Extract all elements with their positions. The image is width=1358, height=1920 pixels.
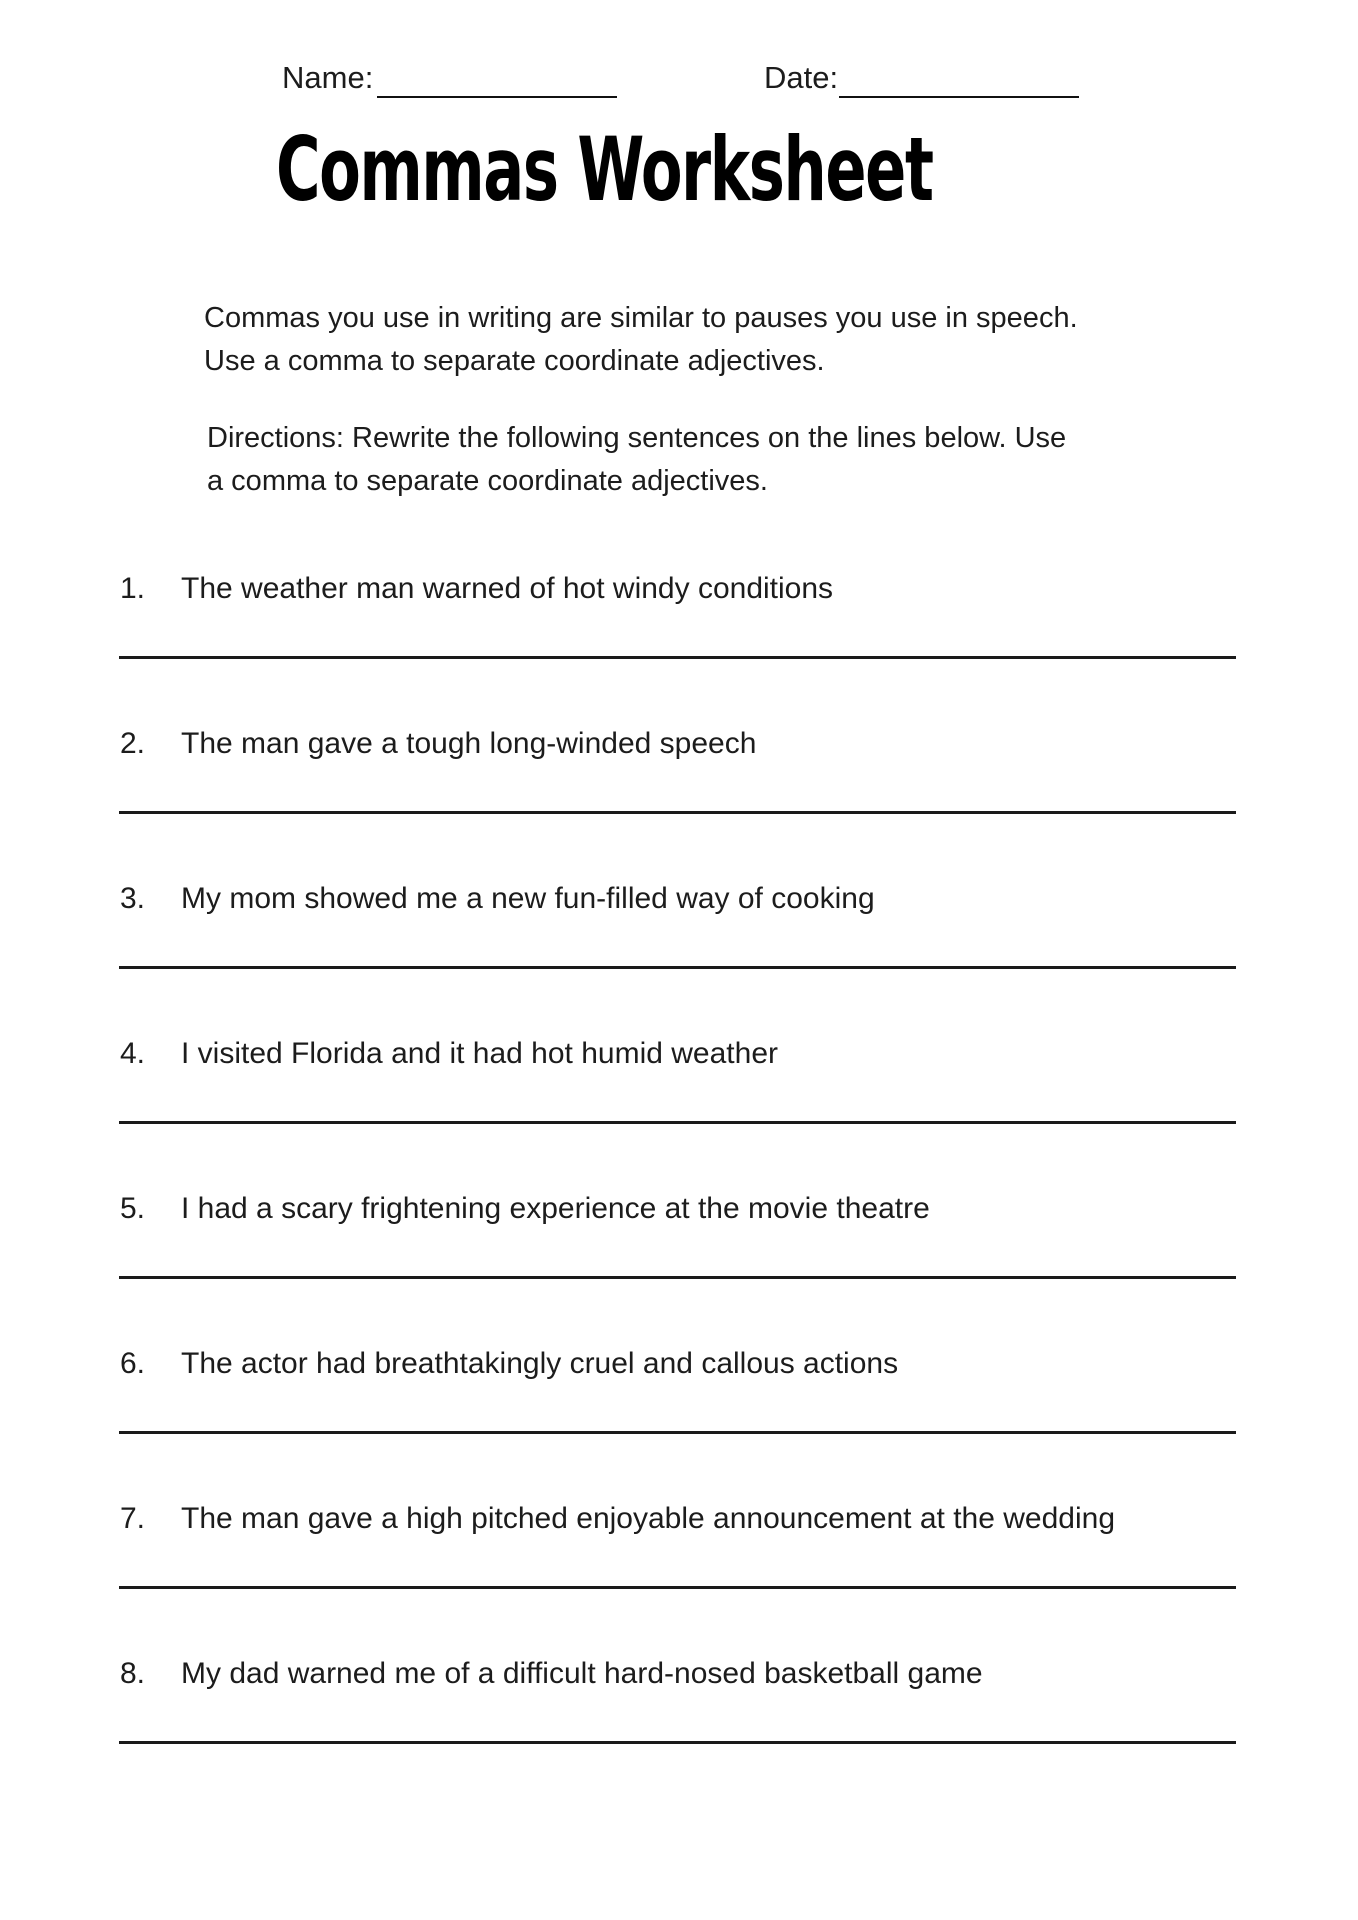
answer-line-6[interactable] bbox=[119, 1431, 1236, 1434]
directions-line-2: a comma to separate coordinate adjectives. bbox=[207, 465, 768, 497]
item-number: 3. bbox=[120, 882, 146, 915]
item-number: 4. bbox=[120, 1037, 146, 1070]
answer-line-2[interactable] bbox=[119, 811, 1236, 814]
item-sentence: I visited Florida and it had hot humid weather bbox=[181, 1037, 778, 1070]
item-sentence: The man gave a tough long-winded speech bbox=[181, 727, 757, 760]
item-sentence: The weather man warned of hot windy conditions bbox=[181, 572, 834, 605]
answer-line-8[interactable] bbox=[119, 1741, 1236, 1744]
answer-line-3[interactable] bbox=[119, 966, 1236, 969]
item-sentence: My mom showed me a new fun-filled way of cooking bbox=[181, 882, 875, 915]
answer-line-1[interactable] bbox=[119, 656, 1236, 659]
directions-paragraph bbox=[207, 417, 1066, 503]
answer-line-7[interactable] bbox=[119, 1586, 1236, 1589]
item-sentence: I had a scary frightening experience at the movie theatre bbox=[181, 1192, 930, 1225]
worksheet-item-3 bbox=[0, 882, 1358, 1037]
header-row bbox=[0, 56, 1358, 104]
date-label: Date: bbox=[764, 60, 839, 95]
intro-line-1: Commas you use in writing are similar to pauses you use in speech. bbox=[204, 302, 1078, 334]
item-number: 7. bbox=[120, 1502, 146, 1535]
item-number: 2. bbox=[120, 727, 146, 760]
answer-line-5[interactable] bbox=[119, 1276, 1236, 1279]
worksheet-item-5 bbox=[0, 1192, 1358, 1347]
date-input-line[interactable] bbox=[839, 96, 1079, 98]
item-number: 1. bbox=[120, 572, 146, 605]
item-sentence: The man gave a high pitched enjoyable announcement at the wedding bbox=[181, 1502, 1115, 1535]
worksheet-item-1 bbox=[0, 572, 1358, 727]
name-label: Name: bbox=[282, 60, 374, 95]
worksheet-item-4 bbox=[0, 1037, 1358, 1192]
intro-line-2: Use a comma to separate coordinate adjectives. bbox=[204, 345, 825, 377]
worksheet-item-7 bbox=[0, 1502, 1358, 1657]
item-sentence: My dad warned me of a difficult hard-nosed basketball game bbox=[181, 1657, 983, 1690]
intro-paragraph bbox=[204, 297, 1078, 383]
item-number: 5. bbox=[120, 1192, 146, 1225]
worksheet-item-6 bbox=[0, 1347, 1358, 1502]
name-input-line[interactable] bbox=[377, 96, 617, 98]
directions-line-1: Directions: Rewrite the following sentences on the lines below. Use bbox=[207, 422, 1067, 454]
item-number: 8. bbox=[120, 1657, 146, 1690]
item-number: 6. bbox=[120, 1347, 146, 1380]
worksheet-item-8 bbox=[0, 1657, 1358, 1812]
worksheet-items bbox=[0, 572, 1358, 1812]
page-title: Commas Worksheet bbox=[276, 118, 933, 221]
answer-line-4[interactable] bbox=[119, 1121, 1236, 1124]
item-sentence: The actor had breathtakingly cruel and callous actions bbox=[181, 1347, 899, 1380]
worksheet-item-2 bbox=[0, 727, 1358, 882]
